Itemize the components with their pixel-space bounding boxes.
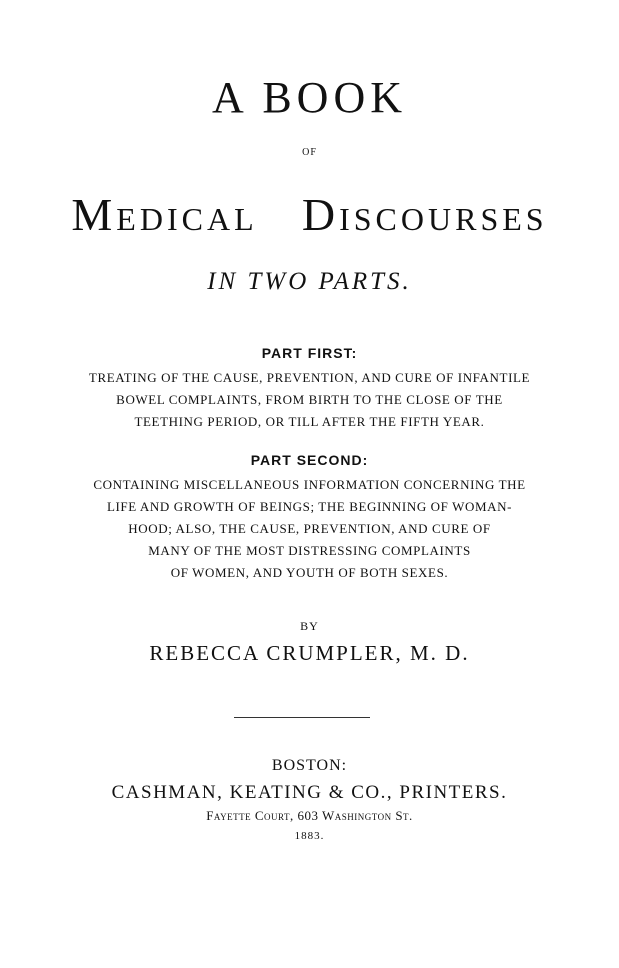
part-second-line: LIFE AND GROWTH OF BEINGS; THE BEGINNING OF WOMAN-: [106, 499, 513, 514]
main-title-cap2: D: [301, 189, 340, 240]
title-connector: OF: [302, 147, 317, 158]
author-name: REBECCA CRUMPLER, M. D.: [149, 641, 470, 665]
imprint-address: [0, 808, 619, 824]
imprint-year: 1883.: [294, 830, 325, 842]
part-second-heading: PART SECOND:: [250, 452, 369, 468]
part-first-line: BOWEL COMPLAINTS, FROM BIRTH TO THE CLOSE OF THE: [116, 392, 503, 407]
book-title-line1: A BOOK: [211, 73, 408, 122]
imprint-city: BOSTON:: [271, 757, 348, 774]
imprint-publisher: CASHMAN, KEATING & CO., PRINTERS.: [111, 782, 508, 803]
main-title-rest1: EDICAL: [116, 201, 258, 237]
byline-by: BY: [300, 619, 319, 633]
imprint-address-text: Fayette Court, 603 Washington St.: [206, 808, 413, 823]
part-second-line: MANY OF THE MOST DISTRESSING COMPLAINTS: [148, 543, 471, 558]
subtitle: IN TWO PARTS.: [207, 268, 412, 295]
divider-rule: [234, 717, 370, 718]
main-title-rest2: ISCOURSES: [339, 201, 548, 237]
part-first-line: TREATING OF THE CAUSE, PREVENTION, AND CURE OF INFANTILE: [88, 370, 531, 385]
part-second-line: OF WOMEN, AND YOUTH OF BOTH SEXES.: [170, 565, 449, 580]
part-second-line: HOOD; ALSO, THE CAUSE, PREVENTION, AND CURE OF: [128, 521, 491, 536]
part-second-line: CONTAINING MISCELLANEOUS INFORMATION CONCERNING THE: [93, 477, 526, 492]
main-title: [0, 188, 619, 241]
part-first-line: TEETHING PERIOD, OR TILL AFTER THE FIFTH YEAR.: [134, 414, 485, 429]
part-first-heading: PART FIRST:: [261, 345, 358, 361]
main-title-cap1: M: [71, 189, 117, 240]
